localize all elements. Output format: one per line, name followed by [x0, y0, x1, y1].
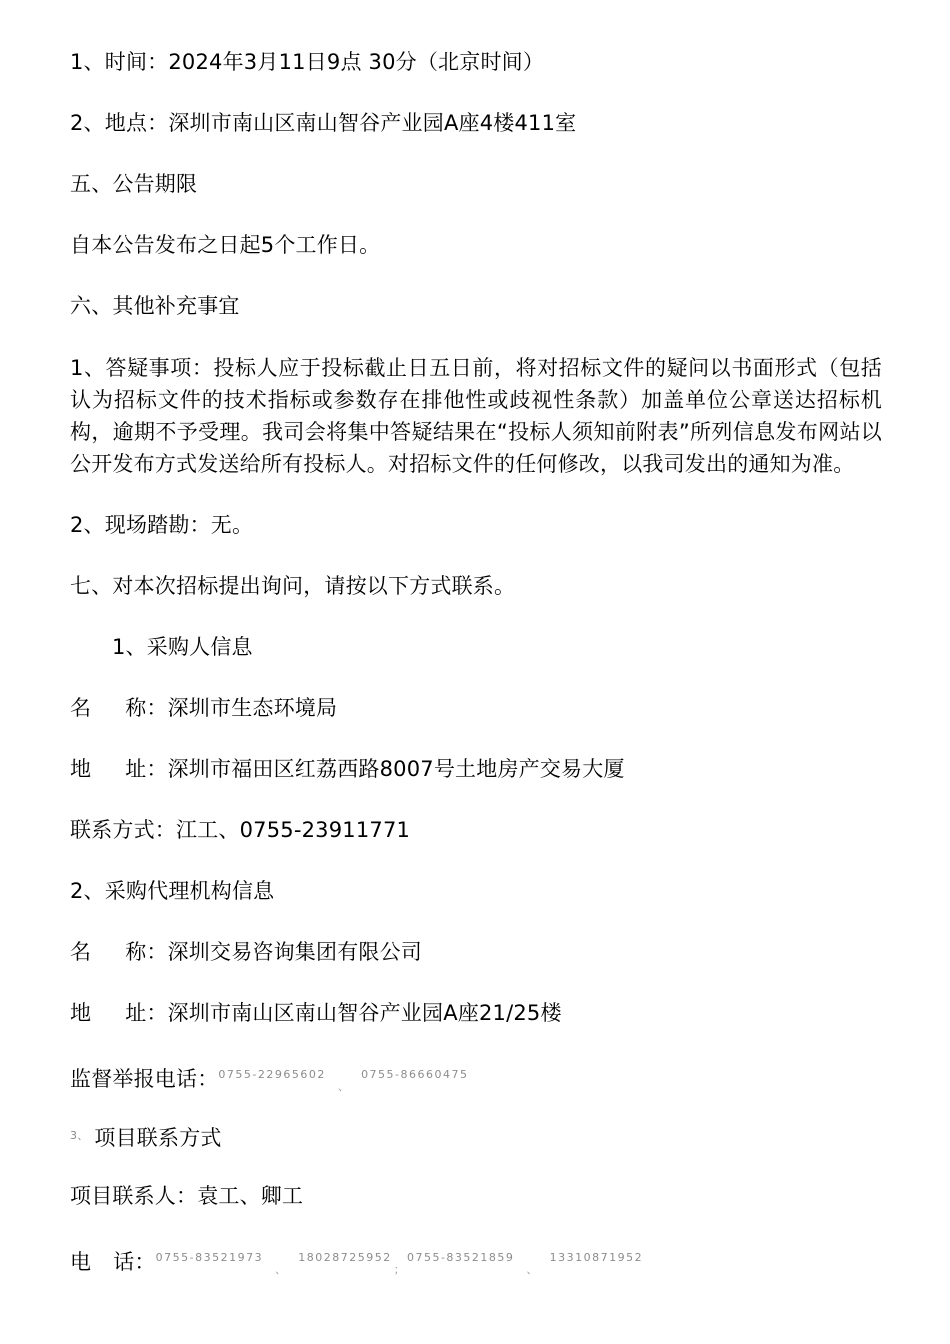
- phone-number-3: 0755-83521859: [406, 1251, 515, 1264]
- section-5-body: 自本公告发布之日起5个工作日。: [70, 233, 381, 257]
- phone-number-2: 18028725952: [298, 1251, 392, 1264]
- phone-number-4: 13310871952: [549, 1251, 644, 1264]
- agent-address-value: 深圳市南山区南山智谷产业园A座21/25楼: [167, 1001, 562, 1025]
- section-7-title: 七、对本次招标提出询问，请按以下方式联系。: [70, 574, 516, 598]
- agent-name-line: [70, 936, 422, 969]
- buyer-name-line: [70, 692, 337, 725]
- project-heading-separator: 、: [77, 1129, 89, 1142]
- project-heading-number: 3: [70, 1129, 78, 1142]
- supervise-label: 监督举报电话：: [70, 1067, 219, 1091]
- time-line: 1、时间：2024年3月11日9点 30分（北京时间）: [70, 50, 545, 74]
- buyer-name-value: 深圳市生态环境局: [167, 696, 338, 720]
- agent-address-label-b: 址：: [125, 1001, 168, 1025]
- buyer-address-label-b: 址：: [125, 757, 168, 781]
- supervise-separator: 、: [337, 1080, 350, 1093]
- supervise-phone-2: 0755-86660475: [361, 1068, 469, 1081]
- agent-address-line: [70, 997, 562, 1030]
- project-heading-text: 项目联系方式: [94, 1126, 222, 1150]
- project-contact-person: 项目联系人：袁工、卿工: [70, 1184, 304, 1208]
- section-6-title: 六、其他补充事宜: [70, 294, 240, 318]
- project-contact-heading: [70, 1119, 222, 1155]
- phone-number-1: 0755-83521973: [155, 1251, 264, 1264]
- phone-label-b: 话：: [113, 1250, 156, 1274]
- buyer-address-label-a: 地: [70, 757, 92, 781]
- buyer-name-label-a: 名: [70, 696, 92, 720]
- agent-name-label-a: 名: [70, 940, 92, 964]
- buyer-address-value: 深圳市福田区红荔西路8007号土地房产交易大厦: [167, 757, 625, 781]
- section-5-title: 五、公告期限: [70, 172, 198, 196]
- supervise-line: [70, 1058, 469, 1103]
- agent-name-value: 深圳交易咨询集团有限公司: [167, 940, 423, 964]
- phone-line: [70, 1241, 643, 1286]
- buyer-address-line: [70, 753, 625, 786]
- agent-address-label-a: 地: [70, 1001, 92, 1025]
- supervise-phone-1: 0755-22965602: [218, 1068, 326, 1081]
- place-line: 2、地点：深圳市南山区南山智谷产业园A座4楼411室: [70, 111, 577, 135]
- phone-separator-2: ；: [393, 1263, 405, 1276]
- phone-separator-3: 、: [526, 1263, 538, 1276]
- phone-separator-1: 、: [275, 1263, 287, 1276]
- agent-name-label-b: 称：: [125, 940, 168, 964]
- buyer-heading: 1、采购人信息: [112, 635, 253, 659]
- buyer-contact-line: 联系方式：江工、0755-23911771: [70, 818, 411, 842]
- buyer-name-label-b: 称：: [125, 696, 168, 720]
- site-visit-line: 2、现场踏勘：无。: [70, 513, 254, 537]
- agent-heading: 2、采购代理机构信息: [70, 879, 275, 903]
- qa-paragraph: 1、答疑事项：投标人应于投标截止日五日前，将对招标文件的疑问以书面形式（包括认为招标文件的技术指标或参数存在排他性或歧视性条款）加盖单位公章送达招标机构，逾期不予受理。我司会将集中答疑结果在“投标人须知前附表”所列信息发布网站以公开发布方式发送给所有投标人。对招标文件的任何修改，以我司发出的通知为准。: [70, 356, 882, 476]
- phone-label-a: 电: [70, 1250, 92, 1274]
